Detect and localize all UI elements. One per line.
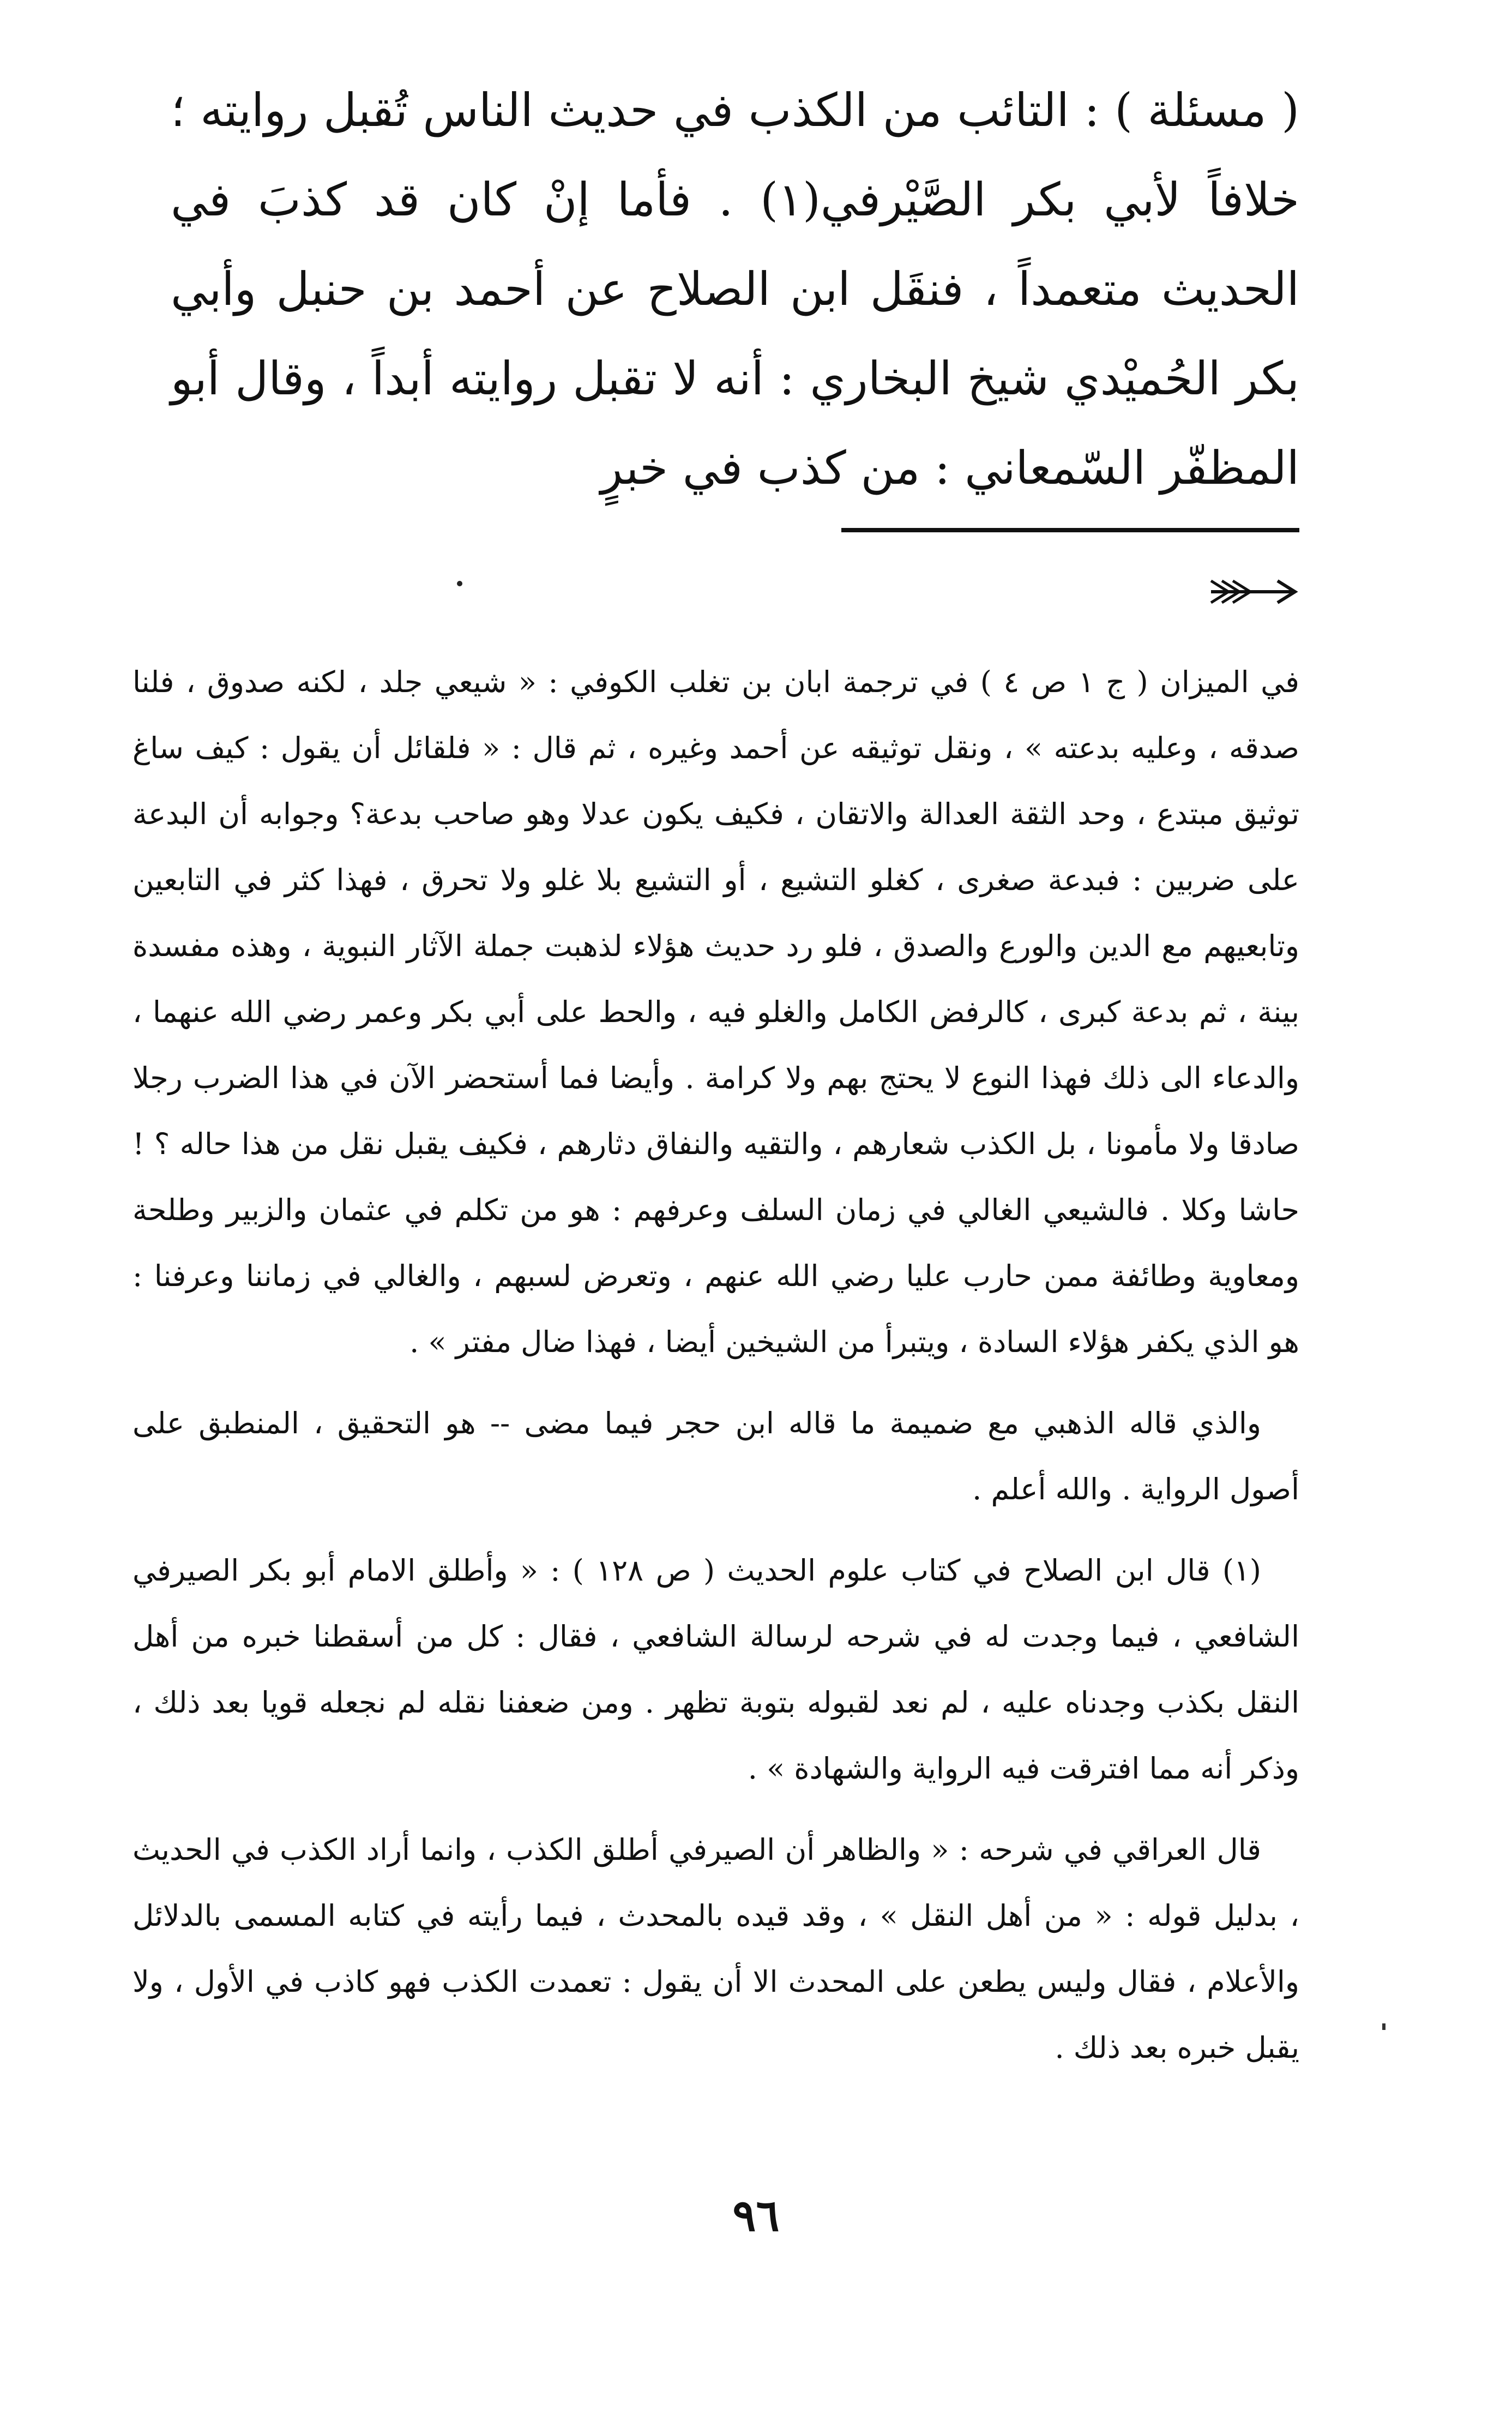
page-number: ٩٦ [732,2190,780,2241]
footnotes-block [132,649,1299,2096]
footnote-paragraph: في الميزان ( ج ١ ص ٤ ) في ترجمة ابان بن تغلب الكوفي : « شيعي جلد ، لكنه صدوق ، فلنا صدقه ، وعليه بدعته » ، ونقل توثيقه عن أحمد وغيره ، ثم قال : « فلقائل أن يقول : كيف ساغ توثيق مبتدع ، وحد الثقة العدالة والاتقان ، فكيف يكون عدلا وهو صاحب بدعة؟ وجوابه أن البدعة على ضربين : فبدعة صغرى ، كغلو التشيع ، أو التشيع بلا غلو ولا تحرق ، فهذا كثر في التابعين وتابعيهم مع الدين والورع والصدق ، فلو رد حديث هؤلاء لذهبت جملة الآثار النبوية ، وهذه مفسدة بينة ، ثم بدعة كبرى ، كالرفض الكامل والغلو فيه ، والحط على أبي بكر وعمر رضي الله عنهما ، والدعاء الى ذلك فهذا النوع لا يحتج بهم ولا كرامة . وأيضا فما أستحضر الآن في هذا الضرب رجلا صادقا ولا مأمونا ، بل الكذب شعارهم ، والتقيه والنفاق دثارهم ، فكيف يقبل نقل من هذا حاله ؟ ! حاشا وكلا . فالشيعي الغالي في زمان السلف وعرفهم : هو من تكلم في عثمان والزبير وطلحة ومعاوية وطائفة ممن حارب عليا رضي الله عنهم ، وتعرض لسبهم ، والغالي في زماننا وعرفنا : هو الذي يكفر هؤلاء السادة ، ويتبرأ من الشيخين أيضا ، فهذا ضال مفتر » . [132,665,1299,1359]
main-text-block [171,65,1299,513]
footnote-paragraph: والذي قاله الذهبي مع ضميمة ما قاله ابن حجر فيما مضى -- هو التحقيق ، المنطبق على أصول الرواية . والله أعلم . [132,1406,1299,1506]
arrow-ornament-icon [1207,575,1299,608]
stray-mark [457,581,462,586]
footnote-separator-rule [841,528,1299,532]
stray-mark [1382,2023,1386,2030]
footnote-paragraph: قال العراقي في شرحه : « والظاهر أن الصيرفي أطلق الكذب ، وانما أراد الكذب في الحديث ، بدليل قوله : « من أهل النقل » ، وقد قيده بالمحدث ، فيما رأيته في كتابه المسمى بالدلائل والأعلام ، فقال وليس يطعن على المحدث الا أن يقول : تعمدت الكذب فهو كاذب في الأول ، ولا يقبل خبره بعد ذلك . [132,1833,1299,2065]
main-paragraph: ( مسئلة ) : التائب من الكذب في حديث الناس تُقبل روايته ؛ خلافاً لأبي بكر الصَّيْرفي(١) . فأما إنْ كان قد كذبَ في الحديث متعمداً ، فنقَل ابن الصلاح عن أحمد بن حنبل وأبي بكر الحُميْدي شيخ البخاري : أنه لا تقبل روايته أبداً ، وقال أبو المظفّر السّمعاني : من كذب في خبرٍ [171,83,1299,495]
footnote-paragraph: (١) قال ابن الصلاح في كتاب علوم الحديث ( ص ١٢٨ ) : « وأطلق الامام أبو بكر الصيرفي الشافعي ، فيما وجدت له في شرحه لرسالة الشافعي ، فقال : كل من أسقطنا خبره من أهل النقل بكذب وجدناه عليه ، لم نعد لقبوله بتوبة تظهر . ومن ضعفنا نقله لم نجعله قويا بعد ذلك ، وذكر أنه مما افترقت فيه الرواية والشهادة » . [132,1553,1299,1786]
